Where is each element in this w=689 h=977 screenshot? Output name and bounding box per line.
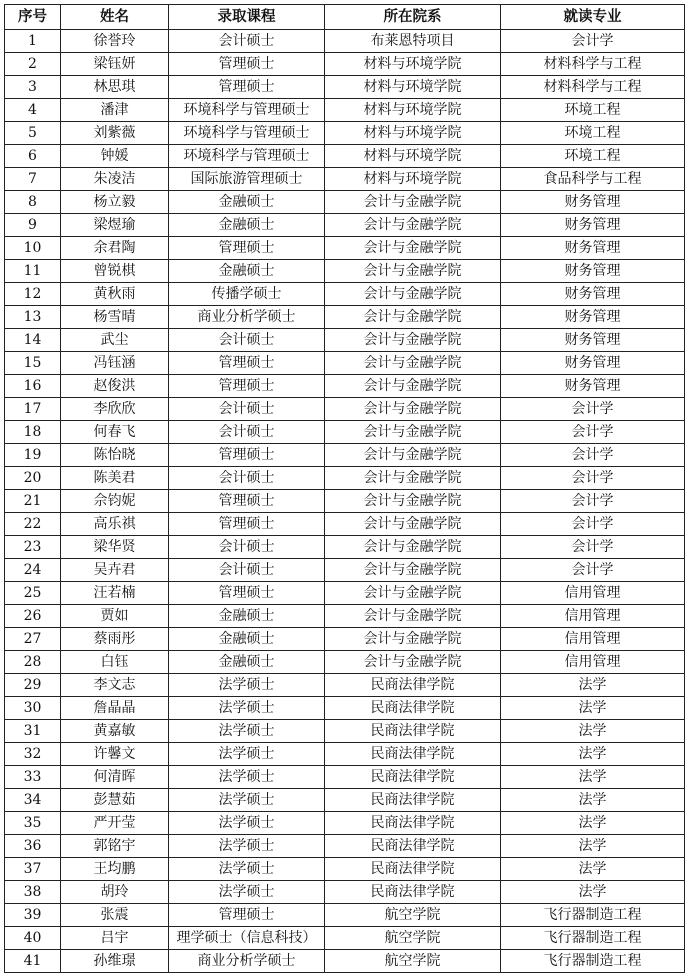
cell-program: 法学硕士: [169, 789, 325, 812]
cell-name: 黄嘉敏: [61, 720, 169, 743]
header-row: [5, 5, 685, 30]
cell-major: 财务管理: [501, 283, 685, 306]
cell-major: 财务管理: [501, 306, 685, 329]
cell-name: 余君陶: [61, 237, 169, 260]
cell-name: 何春飞: [61, 421, 169, 444]
table-row: [5, 559, 685, 582]
table-row: [5, 467, 685, 490]
cell-index: 39: [5, 904, 61, 927]
cell-department: 会计与金融学院: [325, 191, 501, 214]
cell-name: 曾锐棋: [61, 260, 169, 283]
table-row: [5, 950, 685, 973]
cell-index: 1: [5, 30, 61, 53]
cell-name: 蔡雨彤: [61, 628, 169, 651]
cell-department: 民商法律学院: [325, 881, 501, 904]
cell-name: 李欣欣: [61, 398, 169, 421]
cell-program: 管理硕士: [169, 76, 325, 99]
cell-program: 法学硕士: [169, 881, 325, 904]
cell-department: 会计与金融学院: [325, 398, 501, 421]
cell-major: 飞行器制造工程: [501, 904, 685, 927]
cell-name: 许馨文: [61, 743, 169, 766]
cell-major: 信用管理: [501, 582, 685, 605]
table-row: [5, 628, 685, 651]
cell-major: 会计学: [501, 559, 685, 582]
cell-program: 金融硕士: [169, 260, 325, 283]
cell-major: 财务管理: [501, 191, 685, 214]
cell-name: 钟媛: [61, 145, 169, 168]
cell-major: 会计学: [501, 513, 685, 536]
cell-major: 财务管理: [501, 375, 685, 398]
header-program: 录取课程: [169, 5, 325, 30]
cell-program: 管理硕士: [169, 237, 325, 260]
cell-index: 4: [5, 99, 61, 122]
table-row: [5, 536, 685, 559]
cell-program: 会计硕士: [169, 467, 325, 490]
table-row: [5, 375, 685, 398]
cell-program: 管理硕士: [169, 352, 325, 375]
cell-name: 胡玲: [61, 881, 169, 904]
cell-index: 22: [5, 513, 61, 536]
table-row: [5, 53, 685, 76]
cell-program: 会计硕士: [169, 329, 325, 352]
cell-index: 12: [5, 283, 61, 306]
table-row: [5, 30, 685, 53]
cell-name: 佘钧妮: [61, 490, 169, 513]
cell-name: 贾如: [61, 605, 169, 628]
cell-name: 冯钰涵: [61, 352, 169, 375]
cell-index: 41: [5, 950, 61, 973]
cell-name: 王均鹏: [61, 858, 169, 881]
cell-department: 会计与金融学院: [325, 421, 501, 444]
cell-index: 5: [5, 122, 61, 145]
cell-major: 法学: [501, 858, 685, 881]
table-row: [5, 99, 685, 122]
cell-program: 商业分析学硕士: [169, 306, 325, 329]
cell-program: 金融硕士: [169, 191, 325, 214]
cell-index: 8: [5, 191, 61, 214]
cell-program: 管理硕士: [169, 490, 325, 513]
cell-name: 陈美君: [61, 467, 169, 490]
cell-index: 30: [5, 697, 61, 720]
cell-program: 管理硕士: [169, 582, 325, 605]
cell-department: 材料与环境学院: [325, 99, 501, 122]
cell-department: 材料与环境学院: [325, 122, 501, 145]
cell-program: 金融硕士: [169, 651, 325, 674]
header-index: 序号: [5, 5, 61, 30]
table-row: [5, 398, 685, 421]
cell-index: 19: [5, 444, 61, 467]
cell-index: 37: [5, 858, 61, 881]
header-major: 就读专业: [501, 5, 685, 30]
table-row: [5, 214, 685, 237]
cell-name: 武尘: [61, 329, 169, 352]
cell-program: 会计硕士: [169, 398, 325, 421]
cell-department: 会计与金融学院: [325, 513, 501, 536]
table-row: [5, 812, 685, 835]
cell-major: 财务管理: [501, 260, 685, 283]
table-row: [5, 122, 685, 145]
cell-index: 34: [5, 789, 61, 812]
cell-department: 材料与环境学院: [325, 168, 501, 191]
cell-major: 食品科学与工程: [501, 168, 685, 191]
cell-major: 会计学: [501, 444, 685, 467]
cell-name: 詹晶晶: [61, 697, 169, 720]
cell-index: 33: [5, 766, 61, 789]
table-row: [5, 835, 685, 858]
cell-major: 会计学: [501, 490, 685, 513]
cell-index: 32: [5, 743, 61, 766]
table-row: [5, 490, 685, 513]
cell-major: 会计学: [501, 467, 685, 490]
cell-department: 会计与金融学院: [325, 260, 501, 283]
cell-index: 6: [5, 145, 61, 168]
cell-department: 布莱恩特项目: [325, 30, 501, 53]
cell-program: 管理硕士: [169, 904, 325, 927]
cell-department: 民商法律学院: [325, 835, 501, 858]
cell-program: 法学硕士: [169, 858, 325, 881]
cell-program: 法学硕士: [169, 697, 325, 720]
cell-major: 法学: [501, 766, 685, 789]
cell-index: 24: [5, 559, 61, 582]
cell-program: 法学硕士: [169, 812, 325, 835]
cell-department: 会计与金融学院: [325, 283, 501, 306]
cell-department: 材料与环境学院: [325, 145, 501, 168]
cell-department: 会计与金融学院: [325, 329, 501, 352]
cell-department: 会计与金融学院: [325, 237, 501, 260]
cell-index: 25: [5, 582, 61, 605]
cell-major: 财务管理: [501, 329, 685, 352]
cell-name: 黄秋雨: [61, 283, 169, 306]
cell-index: 36: [5, 835, 61, 858]
cell-department: 会计与金融学院: [325, 651, 501, 674]
cell-index: 28: [5, 651, 61, 674]
cell-major: 材料科学与工程: [501, 76, 685, 99]
table-row: [5, 444, 685, 467]
cell-department: 民商法律学院: [325, 720, 501, 743]
table-header: [5, 5, 685, 30]
cell-index: 14: [5, 329, 61, 352]
cell-department: 会计与金融学院: [325, 352, 501, 375]
cell-department: 会计与金融学院: [325, 605, 501, 628]
cell-program: 法学硕士: [169, 720, 325, 743]
table-row: [5, 352, 685, 375]
cell-department: 材料与环境学院: [325, 76, 501, 99]
table-row: [5, 329, 685, 352]
cell-index: 7: [5, 168, 61, 191]
cell-department: 民商法律学院: [325, 858, 501, 881]
cell-index: 40: [5, 927, 61, 950]
cell-program: 环境科学与管理硕士: [169, 99, 325, 122]
table-row: [5, 766, 685, 789]
cell-name: 杨雪晴: [61, 306, 169, 329]
cell-index: 2: [5, 53, 61, 76]
cell-department: 会计与金融学院: [325, 467, 501, 490]
cell-department: 会计与金融学院: [325, 306, 501, 329]
cell-index: 3: [5, 76, 61, 99]
header-department: 所在院系: [325, 5, 501, 30]
cell-major: 财务管理: [501, 214, 685, 237]
cell-program: 会计硕士: [169, 559, 325, 582]
cell-name: 张震: [61, 904, 169, 927]
table-row: [5, 421, 685, 444]
cell-department: 会计与金融学院: [325, 582, 501, 605]
cell-department: 会计与金融学院: [325, 444, 501, 467]
cell-department: 会计与金融学院: [325, 628, 501, 651]
cell-department: 民商法律学院: [325, 697, 501, 720]
cell-index: 35: [5, 812, 61, 835]
cell-program: 法学硕士: [169, 674, 325, 697]
cell-index: 26: [5, 605, 61, 628]
cell-index: 13: [5, 306, 61, 329]
cell-major: 信用管理: [501, 628, 685, 651]
table-row: [5, 237, 685, 260]
cell-program: 法学硕士: [169, 835, 325, 858]
table-row: [5, 145, 685, 168]
cell-department: 航空学院: [325, 927, 501, 950]
cell-department: 航空学院: [325, 904, 501, 927]
cell-major: 法学: [501, 881, 685, 904]
cell-program: 环境科学与管理硕士: [169, 122, 325, 145]
table-row: [5, 582, 685, 605]
cell-major: 环境工程: [501, 122, 685, 145]
cell-major: 法学: [501, 743, 685, 766]
cell-major: 法学: [501, 674, 685, 697]
table-row: [5, 743, 685, 766]
cell-name: 杨立毅: [61, 191, 169, 214]
cell-major: 财务管理: [501, 352, 685, 375]
cell-index: 10: [5, 237, 61, 260]
table-row: [5, 76, 685, 99]
cell-department: 会计与金融学院: [325, 214, 501, 237]
cell-major: 法学: [501, 789, 685, 812]
cell-major: 环境工程: [501, 99, 685, 122]
table-row: [5, 858, 685, 881]
cell-program: 金融硕士: [169, 605, 325, 628]
table-row: [5, 674, 685, 697]
cell-name: 陈怡晓: [61, 444, 169, 467]
cell-name: 朱凌洁: [61, 168, 169, 191]
cell-major: 法学: [501, 812, 685, 835]
cell-index: 15: [5, 352, 61, 375]
table-row: [5, 605, 685, 628]
cell-name: 徐誉玲: [61, 30, 169, 53]
cell-name: 严开莹: [61, 812, 169, 835]
table-body: [5, 30, 685, 973]
table-row: [5, 789, 685, 812]
cell-name: 彭慧茹: [61, 789, 169, 812]
cell-program: 管理硕士: [169, 375, 325, 398]
cell-index: 31: [5, 720, 61, 743]
cell-index: 11: [5, 260, 61, 283]
cell-program: 管理硕士: [169, 513, 325, 536]
cell-name: 赵俊洪: [61, 375, 169, 398]
cell-department: 会计与金融学院: [325, 536, 501, 559]
cell-name: 刘紫薇: [61, 122, 169, 145]
cell-index: 23: [5, 536, 61, 559]
table-row: [5, 927, 685, 950]
table-row: [5, 720, 685, 743]
cell-name: 林思琪: [61, 76, 169, 99]
cell-department: 航空学院: [325, 950, 501, 973]
cell-name: 何清晖: [61, 766, 169, 789]
cell-index: 16: [5, 375, 61, 398]
cell-index: 27: [5, 628, 61, 651]
cell-index: 38: [5, 881, 61, 904]
cell-major: 信用管理: [501, 651, 685, 674]
cell-program: 理学硕士（信息科技）: [169, 927, 325, 950]
cell-department: 民商法律学院: [325, 766, 501, 789]
table-row: [5, 697, 685, 720]
cell-major: 材料科学与工程: [501, 53, 685, 76]
cell-major: 法学: [501, 697, 685, 720]
cell-name: 汪若楠: [61, 582, 169, 605]
cell-program: 金融硕士: [169, 628, 325, 651]
table-row: [5, 881, 685, 904]
cell-program: 法学硕士: [169, 743, 325, 766]
cell-program: 管理硕士: [169, 444, 325, 467]
cell-department: 会计与金融学院: [325, 375, 501, 398]
cell-department: 材料与环境学院: [325, 53, 501, 76]
cell-major: 环境工程: [501, 145, 685, 168]
cell-department: 民商法律学院: [325, 789, 501, 812]
cell-major: 信用管理: [501, 605, 685, 628]
cell-name: 梁钰妍: [61, 53, 169, 76]
cell-name: 白钰: [61, 651, 169, 674]
cell-major: 法学: [501, 720, 685, 743]
table-row: [5, 260, 685, 283]
cell-major: 财务管理: [501, 237, 685, 260]
cell-index: 17: [5, 398, 61, 421]
cell-name: 高乐祺: [61, 513, 169, 536]
cell-department: 会计与金融学院: [325, 559, 501, 582]
table-row: [5, 283, 685, 306]
cell-department: 民商法律学院: [325, 674, 501, 697]
table-row: [5, 306, 685, 329]
cell-name: 吴卉君: [61, 559, 169, 582]
cell-index: 21: [5, 490, 61, 513]
cell-name: 孙维璟: [61, 950, 169, 973]
cell-department: 会计与金融学院: [325, 490, 501, 513]
table-row: [5, 904, 685, 927]
header-name: 姓名: [61, 5, 169, 30]
cell-department: 民商法律学院: [325, 743, 501, 766]
cell-major: 飞行器制造工程: [501, 927, 685, 950]
cell-program: 国际旅游管理硕士: [169, 168, 325, 191]
cell-index: 20: [5, 467, 61, 490]
admission-list-table: [4, 4, 685, 973]
cell-program: 金融硕士: [169, 214, 325, 237]
cell-program: 传播学硕士: [169, 283, 325, 306]
cell-program: 管理硕士: [169, 53, 325, 76]
cell-major: 会计学: [501, 30, 685, 53]
cell-name: 吕宇: [61, 927, 169, 950]
table-row: [5, 651, 685, 674]
cell-program: 会计硕士: [169, 536, 325, 559]
cell-program: 会计硕士: [169, 30, 325, 53]
cell-program: 法学硕士: [169, 766, 325, 789]
cell-program: 环境科学与管理硕士: [169, 145, 325, 168]
cell-name: 潘津: [61, 99, 169, 122]
cell-index: 9: [5, 214, 61, 237]
cell-name: 梁煜瑜: [61, 214, 169, 237]
cell-index: 18: [5, 421, 61, 444]
cell-major: 会计学: [501, 421, 685, 444]
table-row: [5, 168, 685, 191]
cell-program: 会计硕士: [169, 421, 325, 444]
cell-department: 民商法律学院: [325, 812, 501, 835]
cell-name: 郭铭宇: [61, 835, 169, 858]
cell-name: 李文志: [61, 674, 169, 697]
cell-major: 飞行器制造工程: [501, 950, 685, 973]
cell-index: 29: [5, 674, 61, 697]
table-row: [5, 513, 685, 536]
table-row: [5, 191, 685, 214]
cell-major: 法学: [501, 835, 685, 858]
cell-major: 会计学: [501, 536, 685, 559]
cell-name: 梁华贤: [61, 536, 169, 559]
cell-program: 商业分析学硕士: [169, 950, 325, 973]
cell-major: 会计学: [501, 398, 685, 421]
